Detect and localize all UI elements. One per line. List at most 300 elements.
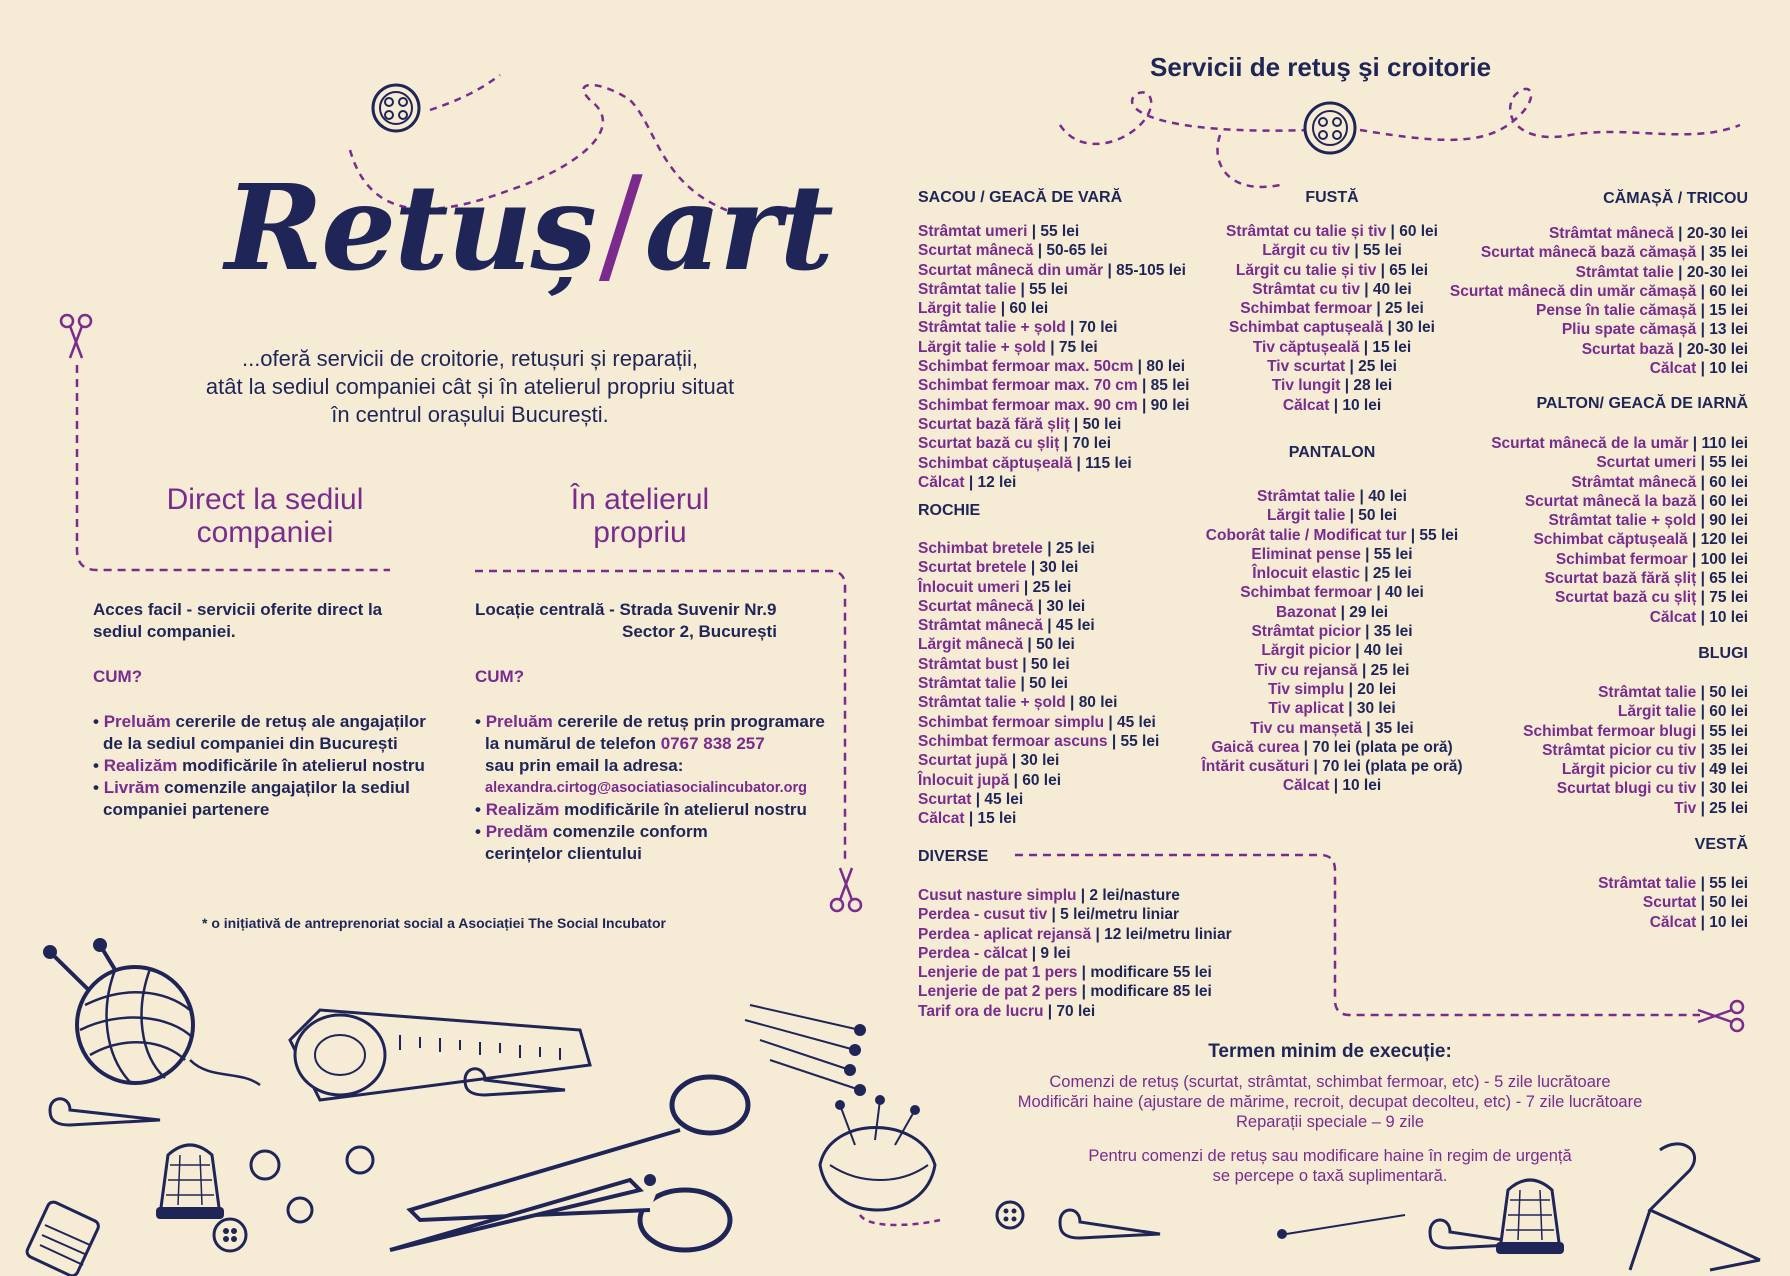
separator: | (1696, 913, 1710, 931)
service-price: 35 lei (1373, 623, 1413, 641)
separator: | (1345, 507, 1359, 525)
separator: | (1336, 603, 1350, 621)
service-name: Strâmtat bust (918, 655, 1018, 673)
service-price: 75 lei (1058, 338, 1098, 356)
service-name: Călcat (1649, 913, 1697, 931)
term-line: Modificări haine (ajustare de mărime, recroit, decupat decolteu, etc) - 7 zile lucrătoare (1017, 1093, 1643, 1111)
service-name: Pense în talie cămașă (1536, 302, 1697, 320)
separator: | (1359, 565, 1373, 583)
section-title-blugi: BLUGI (1698, 645, 1748, 662)
price-list-sacou (918, 222, 1189, 492)
service-price: 25 lei (1370, 661, 1410, 679)
separator: | (1696, 570, 1710, 588)
price-item (918, 616, 1159, 635)
service-price: 50-65 lei (1046, 242, 1108, 260)
service-name: Scurtat bază cu șliț (918, 435, 1060, 453)
service-name: Scurtat mânecă la bază (1524, 492, 1697, 510)
separator: | (1027, 944, 1041, 962)
service-price: 80 lei (1146, 358, 1186, 376)
service-name: Întărit cusături (1201, 758, 1310, 776)
price-item (918, 318, 1189, 337)
separator: | (1033, 597, 1047, 615)
separator: | (1026, 559, 1040, 577)
service-price: 12 lei/metru liniar (1104, 925, 1232, 943)
price-item (918, 578, 1159, 597)
list-item-cont: de la sediul companiei din București (103, 734, 398, 753)
service-price: 30 lei (1039, 559, 1079, 577)
left-column-heading (140, 483, 390, 549)
price-item (918, 357, 1189, 376)
price-item (1410, 224, 1748, 243)
service-name: Lărgit talie + șold (918, 338, 1046, 356)
price-item (1410, 530, 1748, 549)
service-name: Călcat (918, 473, 965, 491)
service-name: Strâmtat talie (918, 675, 1017, 693)
service-name: Cusut nasture simplu (918, 887, 1077, 904)
service-price: 13 lei (1709, 321, 1748, 339)
service-name: Tiv aplicat (1268, 700, 1344, 718)
service-name: Călcat (1649, 608, 1697, 626)
service-price: 85-105 lei (1116, 261, 1186, 279)
service-name: Gaică curea (1211, 738, 1300, 756)
price-item (1410, 702, 1748, 721)
separator: | (1696, 761, 1710, 779)
list-item-cont: sau prin email la adresa: (485, 756, 684, 775)
left-cum-label: CUM? (93, 667, 143, 686)
separator: | (1406, 526, 1420, 544)
price-item (918, 261, 1189, 280)
price-item (1410, 434, 1748, 453)
service-name: Călcat (1649, 360, 1697, 378)
service-price: 25 lei (1358, 358, 1397, 376)
price-item (918, 655, 1159, 674)
separator: | (1069, 415, 1083, 433)
safety-pin-icon (40, 1090, 170, 1130)
email-link[interactable]: alexandra.cirtog@asociatiasocialincubator.org (485, 780, 807, 796)
separator: | (1309, 758, 1323, 776)
service-price: 35 lei (1374, 719, 1414, 737)
section-title-vesta: VESTĂ (1694, 836, 1748, 853)
service-name: Strâmtat cu tiv (1252, 280, 1360, 298)
service-name: Scurtat bretele (918, 559, 1027, 577)
separator: | (1329, 396, 1343, 414)
services-title: Servicii de retuş şi croitorie (1150, 52, 1492, 82)
separator: | (1133, 358, 1147, 376)
list-item: • Realizăm modificările în atelierul nostru (475, 800, 807, 819)
yarn-ball-icon (70, 960, 210, 1090)
separator: | (1072, 454, 1086, 472)
separator: | (1042, 617, 1056, 635)
separator: | (1340, 377, 1354, 395)
left-bullet-list (93, 711, 453, 821)
service-name: Schimbat fermoar simplu (918, 713, 1105, 731)
separator: | (1696, 780, 1710, 798)
service-name: Scurtat mânecă din umăr cămașă (1449, 282, 1697, 300)
price-item (1410, 340, 1748, 359)
service-price: 60 lei (1709, 473, 1748, 491)
service-price: 60 lei (1009, 300, 1049, 318)
button-icon (1302, 100, 1358, 156)
buttons-icon (200, 1140, 480, 1260)
bullet-highlight: Preluăm (103, 712, 171, 731)
separator: | (1007, 752, 1021, 770)
heading-line: propriu (593, 516, 687, 549)
service-price: 50 lei (1709, 684, 1748, 701)
price-item (1410, 683, 1748, 702)
service-price: 20-30 lei (1686, 263, 1748, 281)
service-price: 15 lei (1372, 338, 1412, 356)
thread-spool-icon (20, 1190, 110, 1276)
service-price: 30 lei (1020, 752, 1060, 770)
price-list-rochie (918, 539, 1159, 828)
service-price: 55 lei (1419, 526, 1459, 544)
service-price: 25 lei (1372, 565, 1412, 583)
service-price: 115 lei (1085, 454, 1132, 472)
separator: | (1696, 282, 1710, 300)
service-price: 12 lei (977, 473, 1017, 491)
service-price: 65 lei (1389, 261, 1429, 279)
price-item (918, 635, 1159, 654)
price-item (918, 299, 1189, 318)
service-name: Scurtat umeri (1596, 454, 1697, 472)
location-label: Locație centrală (475, 600, 605, 619)
price-item (918, 454, 1189, 473)
desc-line: Acces facil - servicii oferite direct la (93, 600, 383, 619)
service-name: Schimbat fermoar (1555, 550, 1688, 568)
separator: | (1696, 454, 1710, 472)
brand-logo (225, 148, 832, 300)
term-line: Reparații speciale – 9 zile (1235, 1113, 1425, 1131)
pins-icon (1270, 1210, 1410, 1240)
service-price: 25 lei (1709, 799, 1748, 817)
price-item (918, 771, 1159, 790)
service-price: 25 lei (1032, 578, 1072, 596)
separator: | (1017, 655, 1031, 673)
separator: | (1383, 319, 1397, 337)
service-name: Pliu spate cămașă (1561, 321, 1697, 339)
bullet-highlight: Realizăm (103, 756, 178, 775)
service-price: 40 lei (1372, 280, 1412, 298)
heading-line: Direct la sediul (166, 483, 364, 516)
price-item (918, 376, 1189, 395)
price-item (918, 396, 1189, 415)
service-name: Lenjerie de pat 2 pers (918, 983, 1078, 1001)
service-name: Tiv (1674, 799, 1697, 817)
separator: | (1016, 675, 1030, 693)
service-price: 10 lei (1342, 777, 1382, 795)
price-item (1410, 550, 1748, 569)
separator: | (1696, 244, 1710, 262)
intro-line: în centrul orașului București. (331, 402, 609, 427)
service-price: 35 lei (1709, 741, 1748, 759)
button-icon (370, 82, 422, 134)
service-name: Strâmtat picior (1251, 623, 1361, 641)
bullet-highlight: Livrăm (103, 778, 160, 797)
service-name: Tiv căptușeală (1252, 338, 1360, 356)
service-name: Bazonat (1275, 603, 1337, 621)
price-item (1410, 799, 1748, 818)
service-name: Scurtat mânecă din umăr (918, 261, 1104, 279)
price-item (918, 558, 1159, 577)
separator: | (1009, 771, 1023, 789)
price-item (1182, 396, 1482, 415)
service-price: 30 lei (1046, 597, 1086, 615)
service-name: Scurtat mânecă de la umăr (1491, 435, 1689, 452)
separator: | (1696, 321, 1710, 339)
service-name: Lărgit mânecă (918, 636, 1024, 654)
price-item (1410, 243, 1748, 262)
list-item: • Predăm comenzile conform (475, 822, 708, 841)
brand-logo-slash: / (598, 148, 641, 300)
separator: | (964, 810, 978, 828)
section-title-fusta: FUSTĂ (1305, 189, 1359, 206)
separator: | (1065, 319, 1079, 337)
service-price: 40 lei (1368, 488, 1407, 505)
service-name: Tiv simplu (1267, 680, 1345, 698)
price-item (1410, 874, 1748, 893)
service-name: Strâmtat mânecă (1548, 225, 1674, 242)
service-name: Călcat (1282, 777, 1330, 795)
service-name: Tiv cu manșetă (1250, 719, 1362, 737)
pincushion-icon (800, 1095, 950, 1235)
separator: | (1696, 703, 1710, 721)
separator: | (1107, 732, 1121, 750)
service-price: 50 lei (1358, 507, 1398, 525)
service-price: 28 lei (1353, 377, 1393, 395)
service-name: Călcat (1282, 396, 1330, 414)
separator: | (1345, 358, 1359, 376)
price-item (918, 674, 1159, 693)
separator: | (1103, 261, 1117, 279)
separator: | (1077, 983, 1091, 1001)
price-item (1410, 263, 1748, 282)
service-name: Coborât talie / Modificat tur (1205, 526, 1407, 544)
service-price: 90 lei (1150, 396, 1190, 414)
thimble-icon (1490, 1170, 1570, 1260)
service-price: 2 lei/nasture (1089, 887, 1180, 904)
service-price: 20-30 lei (1686, 225, 1748, 242)
price-item (918, 790, 1159, 809)
service-name: Scurtat mânecă bază cămașă (1480, 244, 1697, 262)
service-name: Perdea - cusut tiv (918, 906, 1048, 924)
desc-line: sediul companiei. (93, 622, 236, 641)
service-price: 100 lei (1700, 550, 1748, 568)
buttons-icon (990, 1195, 1050, 1235)
section-title-sacou: SACOU / GEACĂ DE VARĂ (918, 189, 1123, 206)
urgent-line: Pentru comenzi de retuș sau modificare haine în regim de urgență (1088, 1147, 1572, 1165)
price-item (1410, 608, 1748, 627)
service-name: Schimbat căptușeală (1533, 531, 1688, 549)
service-name: Schimbat captușeală (1229, 319, 1384, 337)
separator: | (1696, 799, 1710, 817)
separator: | (1696, 512, 1710, 530)
separator: | (1350, 642, 1364, 660)
service-price: 85 lei (1150, 377, 1190, 395)
service-name: Strâmtat talie (1575, 263, 1674, 281)
separator: | (1687, 550, 1701, 568)
bullet-text: comenzile conform (548, 822, 708, 841)
service-price: 15 lei (977, 810, 1017, 828)
separator: | (1104, 713, 1117, 731)
separator: | (1355, 488, 1369, 505)
section-title-palton: PALTON/ GEACĂ DE IARNĂ (1536, 395, 1748, 412)
service-price: 55 lei (1363, 242, 1402, 260)
service-price: 60 lei (1709, 492, 1748, 510)
price-item (918, 751, 1159, 770)
service-name: Schimbat bretele (918, 540, 1043, 557)
service-name: Schimbat fermoar (1240, 584, 1373, 602)
service-price: 5 lei/metru liniar (1060, 906, 1180, 924)
separator: | (1696, 722, 1710, 740)
phone-number[interactable]: 0767 838 257 (660, 734, 765, 753)
section-title-rochie: ROCHIE (918, 502, 981, 519)
service-price: 55 lei (1120, 732, 1160, 750)
service-price: 55 lei (1373, 545, 1413, 563)
scissors-icon (1692, 998, 1746, 1034)
price-item (1182, 376, 1482, 395)
bullet-text: cererile de retuș prin programare (552, 712, 825, 731)
service-name: Scurtat mânecă (918, 242, 1034, 260)
service-price: 45 lei (984, 790, 1024, 808)
service-price: 70 lei (plata pe oră) (1312, 738, 1453, 756)
section-title-camasa: CĂMAȘĂ / TRICOU (1603, 190, 1748, 207)
service-price: 10 lei (1709, 360, 1748, 378)
service-name: Scurtat jupă (918, 752, 1008, 770)
service-name: Înlocuit elastic (1252, 565, 1360, 583)
separator: | (964, 473, 978, 491)
service-price: 110 lei (1701, 435, 1748, 452)
separator: | (1376, 261, 1390, 279)
service-price: 60 lei (1399, 223, 1438, 240)
service-name: Înlocuit umeri (918, 578, 1020, 596)
location-value: - Strada Suvenir Nr.9 (604, 600, 777, 619)
price-item (918, 693, 1159, 712)
term-line: Comenzi de retuș (scurtat, strâmtat, schimbat fermoar, etc) - 5 zile lucrătoare (1049, 1073, 1611, 1091)
service-name: Strâmtat talie (1598, 684, 1697, 701)
service-name: Tarif ora de lucru (918, 1002, 1044, 1020)
separator: | (1137, 396, 1151, 414)
price-item (1410, 569, 1748, 588)
price-item (918, 809, 1159, 828)
price-item (918, 732, 1159, 751)
separator: | (1343, 700, 1357, 718)
service-price: 60 lei (1022, 771, 1062, 789)
separator: | (1344, 680, 1358, 698)
list-item: • Livrăm comenzile angajaților la sediul (93, 778, 410, 797)
service-price: 75 lei (1709, 589, 1748, 607)
price-item (918, 539, 1159, 558)
separator: | (1673, 225, 1687, 242)
section-title-pantalon: PANTALON (1288, 444, 1376, 461)
separator: | (1696, 875, 1710, 892)
price-item (1410, 282, 1748, 301)
separator: | (1696, 473, 1710, 491)
service-name: Scurtat (1642, 894, 1697, 912)
separator: | (1137, 377, 1151, 395)
service-name: Strâmtat talie + șold (918, 694, 1066, 712)
service-price: 10 lei (1709, 913, 1748, 931)
brand-logo-part2: art (644, 158, 832, 297)
service-price: 70 lei (1072, 435, 1111, 453)
service-name: Scurtat mânecă (918, 597, 1034, 615)
right-cum-label: CUM? (475, 667, 525, 686)
price-item (1410, 588, 1748, 607)
service-price: 35 lei (1709, 244, 1748, 262)
service-price: 40 lei (1363, 642, 1403, 660)
separator: | (1673, 340, 1687, 358)
bullet-text: la numărul de telefon (485, 734, 661, 753)
separator: | (1696, 741, 1710, 759)
separator: | (1359, 280, 1373, 298)
service-name: Strâmtat talie (1257, 488, 1356, 505)
service-name: Lărgit cu talie și tiv (1235, 261, 1377, 279)
service-price: 45 lei (1117, 713, 1156, 731)
price-item (1182, 661, 1482, 680)
separator: | (1359, 338, 1373, 356)
separator: | (1016, 280, 1030, 298)
service-name: Strâmtat talie (1598, 875, 1697, 892)
service-name: Strâmtat mânecă (1571, 473, 1697, 491)
separator: | (1386, 223, 1400, 240)
service-price: 50 lei (1029, 675, 1068, 693)
service-price: modificare 85 lei (1090, 983, 1212, 1001)
price-item (918, 241, 1189, 260)
separator: | (1043, 1002, 1057, 1020)
service-name: Înlocuit jupă (918, 771, 1010, 789)
service-price: 120 lei (1700, 531, 1748, 549)
service-name: Scurtat (918, 790, 972, 808)
separator: | (1360, 545, 1374, 563)
service-name: Schimbat fermoar max. 90 cm (918, 396, 1138, 414)
service-name: Scurtat bază (1581, 340, 1674, 358)
service-price: 40 lei (1384, 584, 1424, 602)
scissors-icon (828, 862, 864, 914)
service-name: Lărgit talie (1266, 507, 1346, 525)
intro-line: atât la sediul companiei cât și în atelierul propriu situat (205, 374, 735, 399)
price-item (1182, 641, 1482, 660)
service-name: Eliminat pense (1251, 545, 1361, 563)
service-name: Strâmtat talie (918, 280, 1017, 298)
heading-line: companiei (196, 516, 334, 549)
bullet-text: comenzile angajaților la sediul (159, 778, 410, 797)
service-name: Lărgit cu tiv (1262, 242, 1351, 260)
service-price: 55 lei (1040, 223, 1080, 240)
service-price: 29 lei (1349, 603, 1389, 621)
service-price: 25 lei (1055, 540, 1095, 557)
section-title-diverse: DIVERSE (918, 848, 989, 865)
separator: | (1019, 578, 1033, 596)
service-name: Lărgit picior (1261, 642, 1351, 660)
scissors-icon (58, 312, 94, 364)
bullet-text: modificările în atelierul nostru (177, 756, 425, 775)
service-name: Strâmtat mânecă (918, 617, 1043, 635)
bullet-text: modificările în atelierul nostru (559, 800, 807, 819)
separator: | (1329, 777, 1343, 795)
service-price: 65 lei (1709, 570, 1748, 588)
service-price: 90 lei (1709, 512, 1748, 530)
service-name: Tiv cu rejansă (1254, 661, 1358, 679)
separator: | (1076, 887, 1090, 904)
service-price: 70 lei (1078, 319, 1118, 337)
separator: | (1696, 360, 1710, 378)
service-name: Scurtat blugi cu tiv (1556, 780, 1697, 798)
service-name: Perdea - aplicat rejansă (918, 925, 1092, 943)
separator: | (1077, 964, 1091, 982)
price-item (1410, 492, 1748, 511)
price-list-camasa (1410, 224, 1748, 378)
price-item (1410, 320, 1748, 339)
service-price: 10 lei (1342, 396, 1382, 414)
